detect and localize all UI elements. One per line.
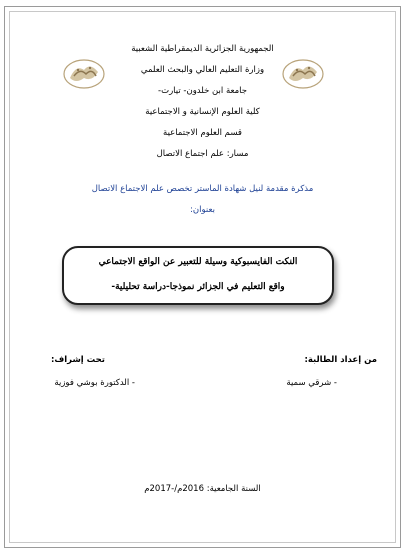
- faculty-line: كلية العلوم الإنسانية و الاجتماعية: [145, 107, 260, 117]
- left-university-logo-icon: [62, 56, 106, 92]
- right-university-logo-icon: [281, 56, 325, 92]
- track-line: مسار: علم اجتماع الاتصال: [156, 149, 249, 159]
- supervisor-name: - الدكتورة بوشي فوزية: [54, 378, 135, 388]
- thesis-title-line-2: واقع التعليم في الجزائر نموذجا-دراسة تحليلية-: [111, 282, 285, 292]
- republic-line: الجمهورية الجزائرية الديمقراطية الشعبية: [131, 44, 274, 54]
- title-label: بعنوان:: [190, 205, 215, 215]
- department-line: قسم العلوم الاجتماعية: [163, 128, 242, 138]
- memo-line: مذكرة مقدمة لنيل شهادة الماستر تخصص علم الاجتماع الاتصال: [91, 184, 314, 194]
- academic-year: السنة الجامعية: 2016م/-2017م: [144, 484, 261, 494]
- student-label: من إعداد الطالبة:: [304, 355, 377, 365]
- student-name: - شرقي سمية: [286, 378, 337, 388]
- supervisor-label: تحت إشراف:: [50, 355, 105, 365]
- thesis-title-box: [62, 246, 334, 305]
- university-line: جامعة ابن خلدون- تيارت-: [158, 86, 247, 96]
- ministry-line: وزارة التعليم العالي والبحث العلمي: [140, 65, 265, 75]
- thesis-title-line-1: النكت الفايسبوكية وسيلة للتعبير عن الواقع الاجتماعي: [98, 257, 298, 267]
